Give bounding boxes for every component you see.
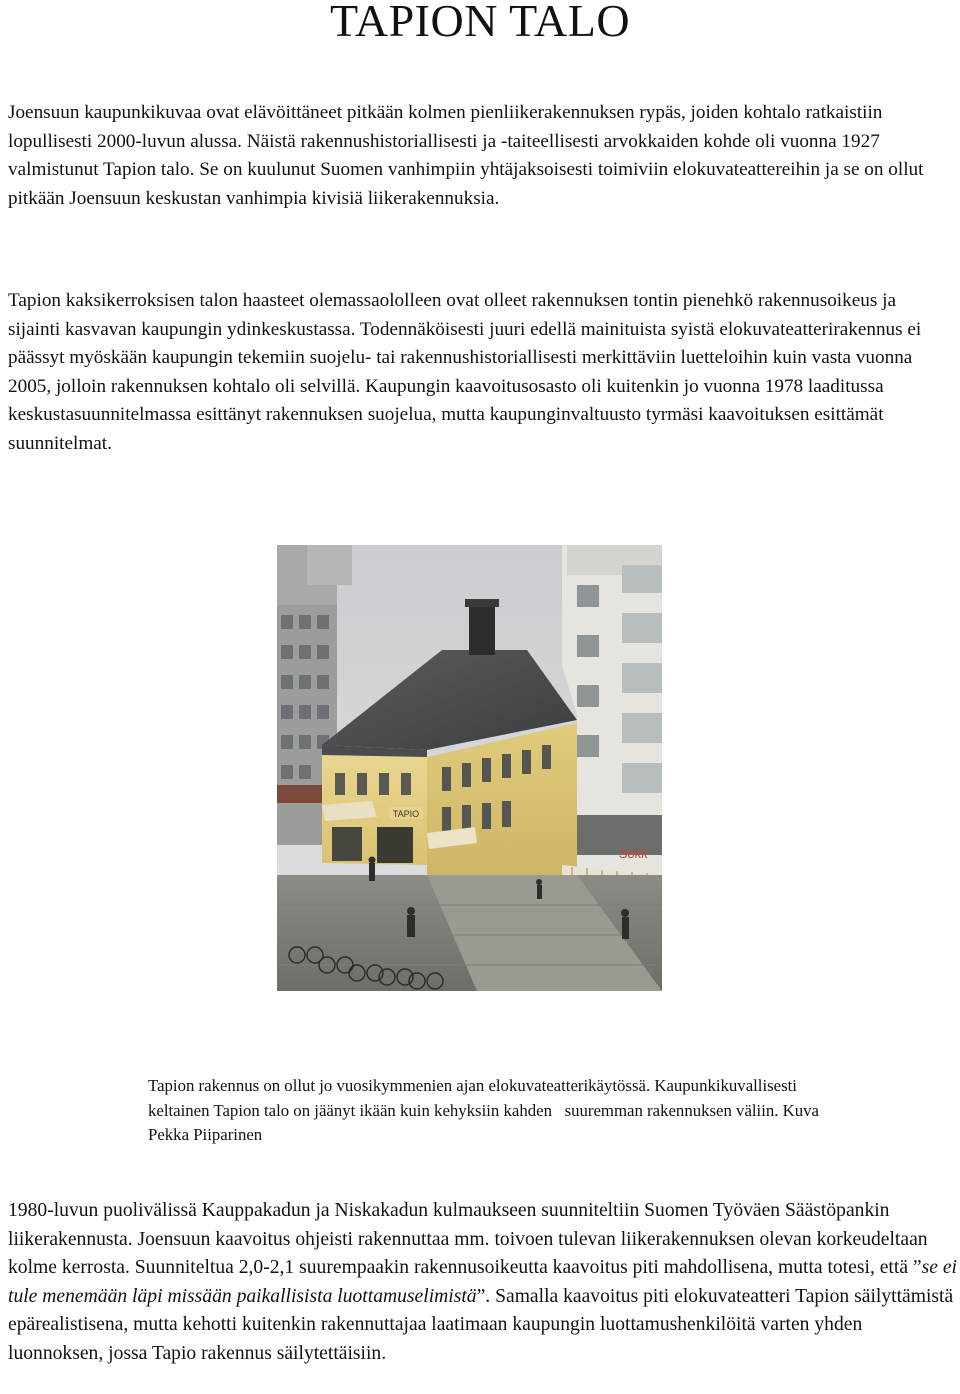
history-text-2: Todennäköisesti juuri edellä mainituista syistä elokuvateatterirakennus ei päässyt myöskään kaupungin tekemiin suojelu- tai rakennushistoriallisesti merkittäviin luetteloihin kuin vasta vuonna 2005, jolloin rakennuksen kohtalo oli selvillä. — [8, 318, 922, 397]
intro-paragraph — [8, 99, 952, 213]
intro-text-1: Joensuun kaupunkikuvaa ovat elävöittäneet pitkään kolmen pienliikerakennuksen rypäs, joiden kohtalo ratkaistiin lopullisesti 2000-luvun alussa. Näistä rakennushistoriallisesti ja -taiteellisesti arvokkaiden kohde oli vuonna 1927 valmistunut Tapion talo. — [8, 102, 883, 181]
bank-plan-text-1: 1980-luvun puolivälissä Kauppakadun ja Niskakadun kulmaukseen suunniteltiin Suomen Työväen Säästöpankin liikerakennusta. Joensuun kaavoitus ohjeisti rakennuttaa mm. toivoen tulevan liikerakennuksen olevan korkeudeltaan kolme kerrosta. Suunniteltua 2,0-2,1 suurempaakin rakennusoikeutta kaavoitus piti mahdollisena, mutta totesi, että ” — [8, 1200, 928, 1279]
bank-plan-quote: se ei tule menemään läpi missään paikallisista luottamuselimistä — [8, 1257, 957, 1307]
caption-line-1: Tapion rakennus on ollut jo vuosikymmenien ajan elokuvateatterikäytössä. Kaupunkikuvallisesti — [148, 1076, 797, 1095]
street-scene-image — [277, 545, 662, 991]
history-paragraph — [8, 287, 952, 459]
caption-line-3: Pekka Piiparinen — [148, 1125, 263, 1144]
bank-plan-text-2: ”. Samalla kaavoitus piti elokuvateatteri Tapion säilyttämistä epärealistisena, mutta kehotti kuitenkin rakennuttajaa laatimaan kaupungin luottamushenkilöitä varten yhden luonnoksen, jossa Tapio rakennus säilytettäisiin. — [8, 1285, 954, 1364]
shop-sign-text: Sokk — [619, 846, 648, 861]
intro-text-2: Se on kuulunut Suomen vanhimpiin yhtäjaksoisesti toimiviin elokuvateattereihin ja se on ollut pitkään Joensuun keskustan vanhimpia kivisiä liikerakennuksia. — [8, 159, 924, 209]
caption-line-2b: suuremman rakennuksen väliin. Kuva — [564, 1100, 820, 1120]
history-text-1: Tapion kaksikerroksisen talon haasteet olemassaololleen ovat olleet rakennuksen tontin pienehkö rakennusoikeus ja sijainti kasvavan kaupungin ydinkeskustassa. — [8, 290, 896, 340]
bank-plan-paragraph — [8, 1197, 958, 1369]
page-title: TAPION TALO — [329, 0, 631, 46]
caption-line-2a: keltainen Tapion talo on jäänyt ikään kuin kehyksiin kahden — [148, 1100, 552, 1120]
tapio-sign-text: TAPIO — [392, 809, 420, 819]
history-text-3: Kaupungin kaavoitusosasto oli kuitenkin jo vuonna 1978 laaditussa keskustasuunnitelmassa esittänyt rakennuksen suojelua, mutta kaupunginvaltuusto tyrmäsi kaavoituksen esittämät suunnitelmat. — [8, 375, 884, 454]
tapio-building-photo — [277, 545, 662, 991]
photo-caption — [148, 1074, 948, 1148]
